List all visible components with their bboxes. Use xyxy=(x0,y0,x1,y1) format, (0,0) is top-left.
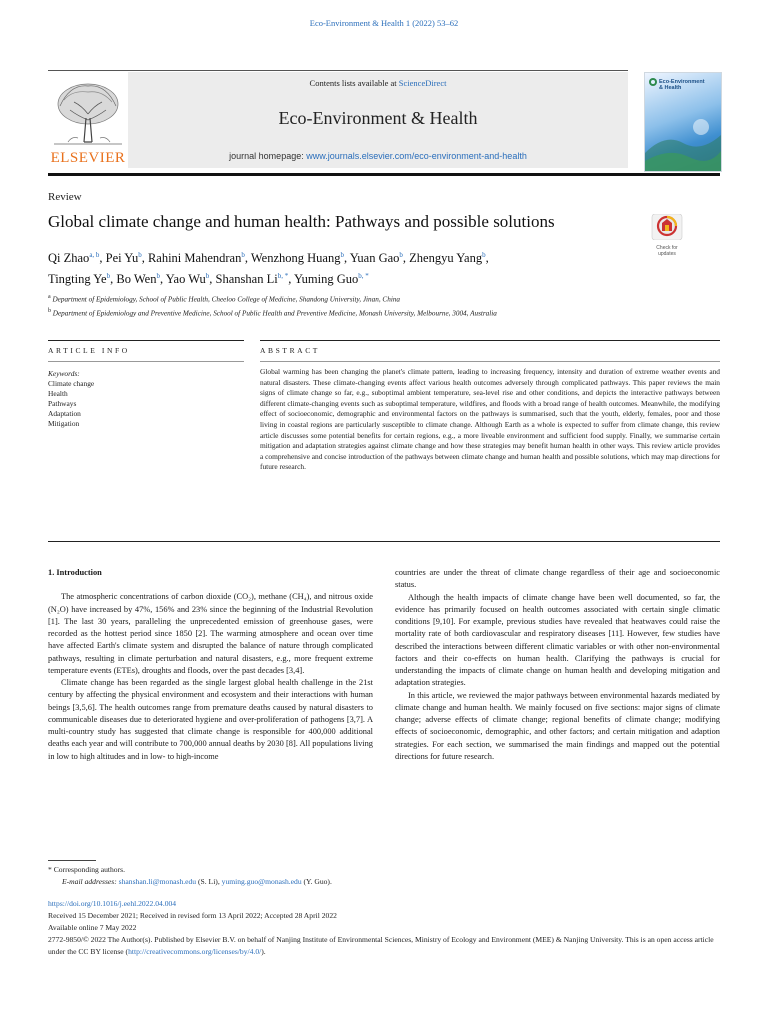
publisher-logo-text: ELSEVIER xyxy=(50,150,126,166)
abstract-bottom-rule xyxy=(48,541,720,542)
author-affiliation-mark[interactable]: b xyxy=(241,251,245,259)
journal-cover-thumbnail[interactable] xyxy=(644,72,722,172)
author-separator: , xyxy=(110,272,117,287)
author-name[interactable]: Qi Zhao xyxy=(48,251,90,266)
author-name[interactable]: Yao Wu xyxy=(165,272,206,287)
affiliations xyxy=(48,291,720,320)
abstract-text: Global warming has been changing the planet's climate pattern, leading to increasing frequency, intensity and duration of extreme weather events and natural disasters. These climate-changing events affect various health outcomes adversely through complicated pathways. This paper reviews the main signs of climate change so far, e.g., suboptimal ambient temperature, sea-level rise and other conditions, and depicts the interactive pathways between different climate-changing events such as suboptimal temperature, wildfires, and floods with a broad range of health outcomes. Meanwhile, the modifying effect of socioeconomic, demographic and environmental factors on the pathways is summarised, such that the youth, elderly, females, poor and those living in coastal regions are particularly susceptible to climate change. Although Earth as a whole is expected to suffer from climate change, this review article discusses some potential benefits for certain regions, e.g., a more liveable environment and sufficient food supply. Finally, we summarise certain mitigation and adaptation strategies against climate change and how these strategies may benefit human health in other ways. This review article provides a comprehensive and concise introduction of the pathways between climate change and human health and possible solutions, which may map directions for future research. xyxy=(260,367,720,472)
author-separator: , xyxy=(141,251,148,266)
journal-title[interactable]: Eco-Environment & Health xyxy=(278,108,478,128)
abstract-rule xyxy=(260,340,720,341)
author-affiliation-mark[interactable]: b xyxy=(205,272,210,281)
keywords-label: Keywords: xyxy=(48,369,80,378)
cover-title xyxy=(659,79,705,91)
author-affiliation-mark[interactable]: b xyxy=(340,251,344,259)
author-affiliation-mark[interactable]: b xyxy=(482,251,486,259)
abstract-subrule xyxy=(260,361,720,362)
article-info-subrule xyxy=(48,361,244,362)
author-affiliation-mark[interactable]: a, b xyxy=(89,251,100,259)
crossmark-label-2: updates xyxy=(658,251,676,257)
article-type: Review xyxy=(48,191,82,203)
cover-title-line1: Eco-Environment xyxy=(659,79,705,85)
paragraph: In this article, we reviewed the major pathways between environmental hazards mediated by climate change and human health. We mainly focused on five sections: major signs of climate change; adverse effects of climate change; regional benefits of climate change; modifying effects of socioeconomic, demographic, and other factors; and certain mitigation and adaption strategies. For each section, we summarised the main findings and mapped out the potential directions for future research. xyxy=(395,690,720,761)
author-line-1 xyxy=(48,246,648,267)
author-name[interactable]: Yuan Gao xyxy=(349,251,400,266)
author-affiliation-mark[interactable]: b xyxy=(138,251,142,259)
check-for-updates-badge[interactable] xyxy=(648,214,686,257)
copyright-text: 2772-9850/© 2022 The Author(s). Published by Elsevier B.V. on behalf of Nanjing Institute of Environmental Sciences, Ministry of Ecology and Environment (MEE) & Nanjing University. This is an open access article under the CC BY license ( xyxy=(48,935,714,956)
cover-title-line2: & Health xyxy=(659,85,682,92)
keywords-block xyxy=(48,369,228,429)
author-affiliation-mark[interactable]: b, * xyxy=(277,272,289,281)
keyword-item: Mitigation xyxy=(48,419,80,428)
journal-homepage xyxy=(128,151,628,161)
affiliation-b-mark: b xyxy=(48,308,51,315)
cover-artwork-icon xyxy=(645,113,721,171)
available-online: Available online 7 May 2022 xyxy=(48,923,137,932)
author-separator: , xyxy=(244,251,251,266)
affiliation-b xyxy=(48,305,720,319)
author-affiliation-mark[interactable]: b xyxy=(156,272,160,281)
homepage-label: journal homepage: xyxy=(229,151,307,161)
affiliation-b-text: Department of Epidemiology and Preventive Medicine, School of Public Health and Preventive Medicine, Monash University, Melbourne, 3004, Australia xyxy=(52,309,497,318)
keyword-item: Adaptation xyxy=(48,409,81,418)
paragraph: The atmospheric concentrations of carbon dioxide (CO₂), methane (CH₄), and nitrous oxide (N₂O) have increased by 47%, 156% and 23% since the beginning of the Industrial Revolution [1]. The last 30 years, paralleling the unprecedented emission of greenhouse gases, were recorded as the hottest period since 1850 [2]. The warming atmosphere and ocean over time have affected Earth's climate system and disrupted the balance of nature through complicated pathways, resulting in climate perturbation and natural disasters, e.g., more frequent extreme temperature events (ETEs), droughts and floods, over the past decades [3,4]. xyxy=(48,592,373,675)
received-dates: Received 15 December 2021; Received in revised form 13 April 2022; Accepted 28 April 2022 xyxy=(48,911,337,920)
email-link-li[interactable]: shanshan.li@monash.edu xyxy=(118,877,197,886)
abstract-heading: ABSTRACT xyxy=(260,346,320,355)
paragraph: Although the health impacts of climate change have been well documented, so far, the evidence has primarily focused on health outcomes associated with certain single climatic conditions [9,10]. For example, previous studies have revealed that heatwaves could raise the mortality rate of both cardiovascular and respiratory diseases [11]. However, few studies have described the interactions between different climatic variables or with other non-environmental factors and their co-effects on human health. Clarifying the pathways is crucial for understanding the impacts of climate change on human health and developing mitigation and adaptation strategies. xyxy=(395,592,720,688)
running-head[interactable]: Eco-Environment & Health 1 (2022) 53–62 xyxy=(309,18,459,28)
author-separator: , xyxy=(159,272,166,287)
author-separator: , xyxy=(485,251,489,266)
article-title: Global climate change and human health: Pathways and possible solutions xyxy=(48,212,555,231)
author-name[interactable]: Tingting Ye xyxy=(48,272,107,287)
email-line xyxy=(48,876,720,888)
crossmark-icon xyxy=(648,214,686,240)
keyword-item: Pathways xyxy=(48,399,77,408)
homepage-link[interactable]: www.journals.elsevier.com/eco-environment-and-health xyxy=(306,151,527,161)
author-line-2 xyxy=(48,267,648,288)
contents-available xyxy=(128,78,628,88)
author-name[interactable]: Rahini Mahendran xyxy=(147,251,242,266)
author-name[interactable]: Shanshan Li xyxy=(215,272,278,287)
contents-prefix: Contents lists available at xyxy=(309,78,399,88)
author-separator: , xyxy=(402,251,410,266)
footnote xyxy=(48,864,720,888)
crossmark-label xyxy=(648,245,686,257)
section-heading-spacer xyxy=(48,579,373,591)
author-name[interactable]: Pei Yu xyxy=(105,251,139,266)
affiliation-a-text: Department of Epidemiology, School of Public Health, Cheeloo College of Medicine, Shandong University, Jinan, China xyxy=(52,295,401,304)
tree-icon xyxy=(48,78,128,148)
footnote-rule xyxy=(48,860,96,861)
email-link-guo[interactable]: yuming.guo@monash.edu xyxy=(221,877,302,886)
license-link[interactable]: http://creativecommons.org/licenses/by/4.0/ xyxy=(128,947,262,956)
crossmark-label-1: Check for xyxy=(656,245,678,251)
author-list xyxy=(48,246,648,288)
paragraph: countries are under the threat of climate change regardless of their age and socioeconomic status. xyxy=(395,568,720,590)
keyword-item: Climate change xyxy=(48,379,95,388)
email-owner-guo: (Y. Guo). xyxy=(301,877,332,886)
cover-logo-icon xyxy=(648,77,658,87)
article-info-heading: ARTICLE INFO xyxy=(48,346,130,355)
email-owner-li: (S. Li), xyxy=(196,877,222,886)
author-separator: , xyxy=(343,251,350,266)
header-bottom-rule xyxy=(48,173,720,176)
keyword-item: Health xyxy=(48,389,68,398)
publication-info xyxy=(48,898,720,958)
author-affiliation-mark[interactable]: b xyxy=(399,251,403,259)
author-affiliation-mark[interactable]: b, * xyxy=(358,272,369,281)
copyright-notice xyxy=(48,934,720,958)
sciencedirect-link[interactable]: ScienceDirect xyxy=(398,78,447,88)
author-name[interactable]: Bo Wen xyxy=(116,272,157,287)
email-label: E-mail addresses: xyxy=(62,877,119,886)
author-affiliation-mark[interactable]: b xyxy=(106,272,111,281)
article-info-rule xyxy=(48,340,244,341)
author-separator: , xyxy=(209,272,216,287)
author-separator: , xyxy=(99,251,106,266)
section-heading-introduction: 1. Introduction xyxy=(48,568,102,577)
copyright-close: ). xyxy=(261,947,266,956)
corresponding-note: * Corresponding authors. xyxy=(48,865,125,874)
author-name[interactable]: Wenzhong Huang xyxy=(250,251,341,266)
author-separator: , xyxy=(288,272,294,287)
paragraph: Climate change has been regarded as the single largest global health challenge in the 21st century by affecting the physical environment and ecosystem and their interactions with human beings [3,5,6]. The health outcomes range from premature deaths caused by natural disasters to communicable diseases due to deteriorated hygiene and over-proliferation of pathogens [3,7]. A multi-country study has suggested that climate change is responsible for 400,000 additional deaths each year and will contribute to 700,000 annual deaths by 2030 [8]. All populations living in low to high altitudes and in low- to high-income xyxy=(48,678,373,761)
author-name[interactable]: Yuming Guo xyxy=(293,272,359,287)
affiliation-a xyxy=(48,291,720,305)
body-column-right xyxy=(395,567,720,763)
doi-link[interactable]: https://doi.org/10.1016/j.eehl.2022.04.004 xyxy=(48,899,177,908)
author-name[interactable]: Zhengyu Yang xyxy=(409,251,483,266)
body-column-left xyxy=(48,567,373,763)
header-top-rule xyxy=(48,70,628,71)
affiliation-a-mark: a xyxy=(48,294,51,300)
